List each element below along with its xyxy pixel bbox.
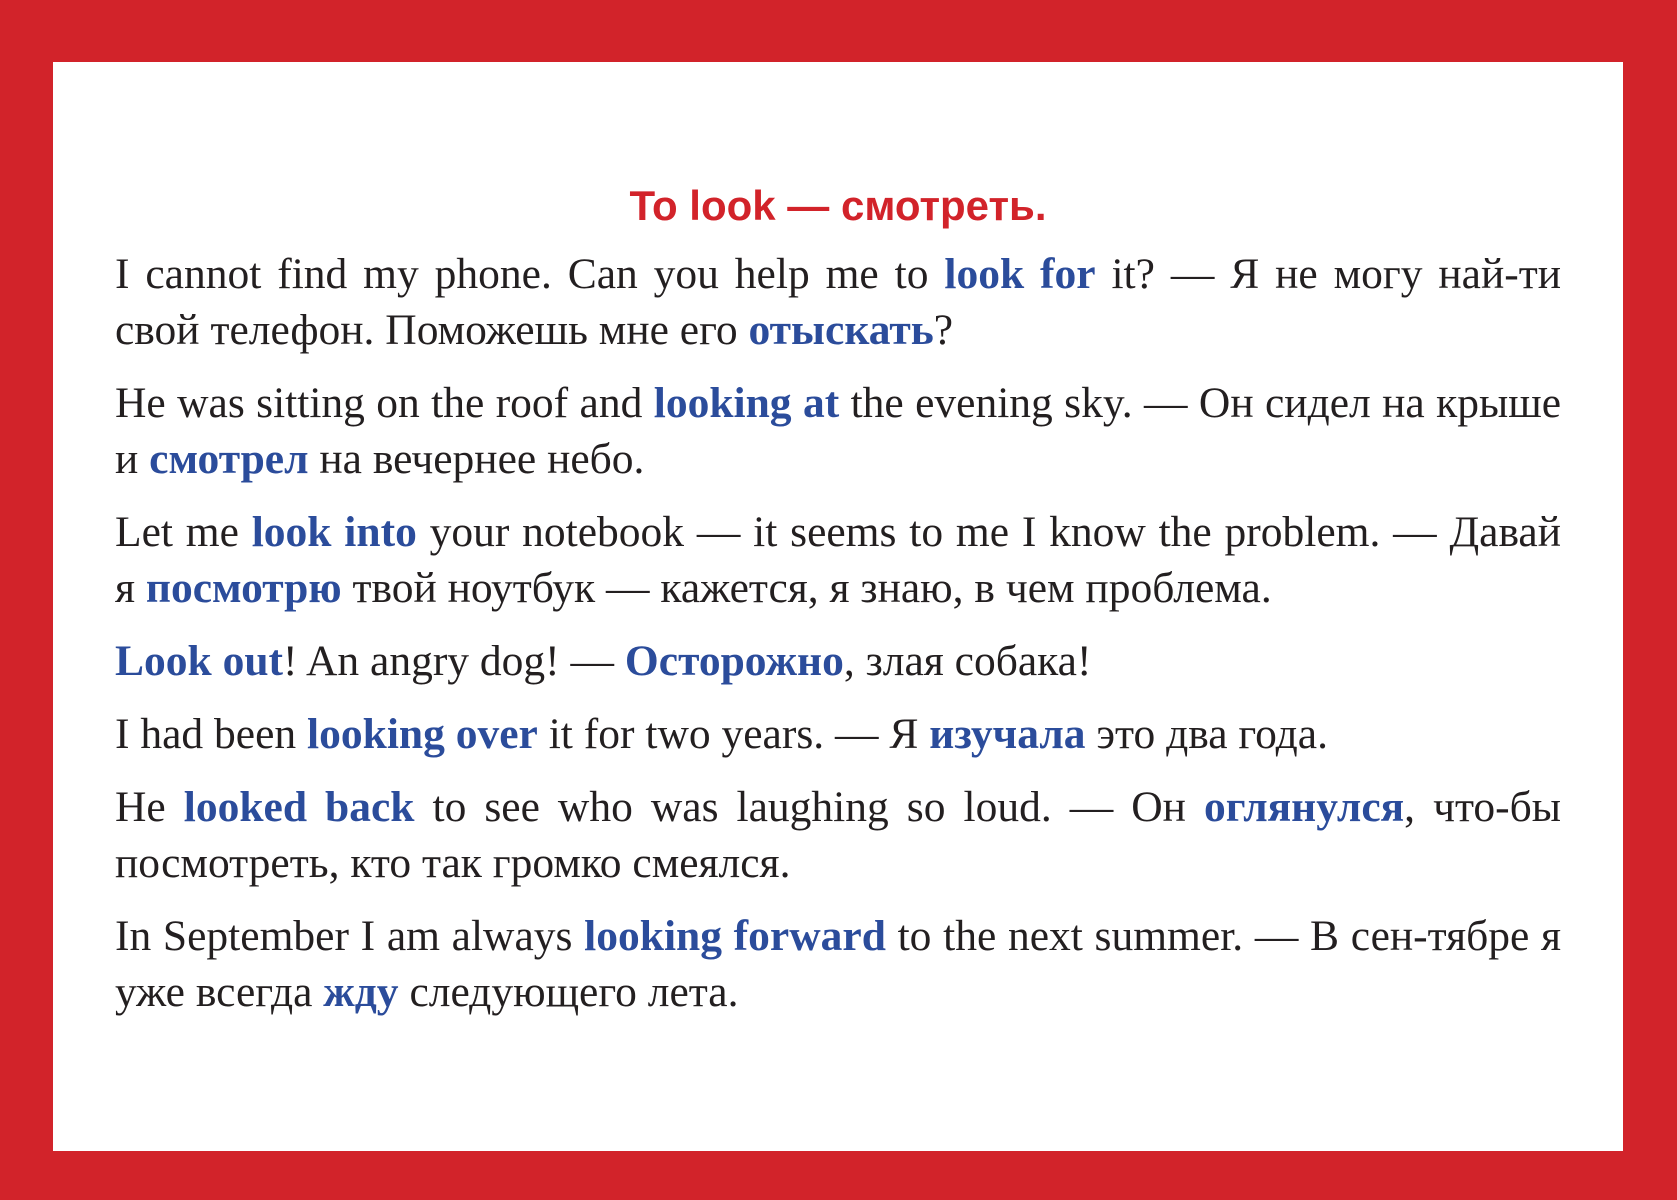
phrasal-verb-highlight: looking forward <box>584 912 886 960</box>
example-text: I had been <box>115 710 308 758</box>
translation-highlight: посмотрю <box>145 564 342 612</box>
phrasal-verb-highlight: look for <box>944 250 1096 298</box>
example-text: your notebook — it seems to me I know the problem. — Давай я <box>115 508 1562 612</box>
translation-highlight: жду <box>323 968 399 1016</box>
example-paragraph <box>115 908 1561 1020</box>
example-text: ! An angry dog! — <box>283 637 625 685</box>
phrasal-verb-highlight: looking at <box>653 379 840 427</box>
example-text: In September I am always <box>115 912 585 960</box>
example-text: I cannot find my phone. Can you help me to <box>115 250 945 298</box>
example-text: to see who was laughing so loud. — Он <box>414 783 1204 831</box>
phrasal-verb-highlight: Look out <box>115 637 284 685</box>
phrasal-verb-highlight: looking over <box>307 710 538 758</box>
phrasal-verb-highlight: look into <box>251 508 417 556</box>
translation-highlight: оглянулся <box>1203 783 1405 831</box>
example-paragraph <box>115 779 1561 891</box>
translation-highlight: отыскать <box>748 306 934 354</box>
example-paragraph <box>115 706 1561 762</box>
example-text: на вечернее небо. <box>308 435 645 483</box>
example-text: it for two years. — Я <box>537 710 930 758</box>
example-text: твой ноутбук — кажется, я знаю, в чем проблема. <box>341 564 1272 612</box>
example-paragraph <box>115 633 1561 689</box>
examples-list <box>115 246 1561 1020</box>
example-text: it? — Я не могу най-ти свой телефон. Поможешь мне его <box>115 250 1561 354</box>
example-text: , злая собака! <box>843 637 1092 685</box>
lesson-card <box>53 62 1623 1151</box>
example-text: это два года. <box>1085 710 1328 758</box>
example-text: He <box>115 783 184 831</box>
phrasal-verb-highlight: looked back <box>183 783 415 831</box>
translation-highlight: Осторожно <box>624 637 844 685</box>
example-text: He was sitting on the roof and <box>115 379 654 427</box>
translation-highlight: смотрел <box>149 435 309 483</box>
example-text: , что-бы посмотреть, кто так громко смеялся. <box>115 783 1561 887</box>
example-paragraph <box>115 375 1561 487</box>
example-text: the evening sky. — Он сидел на крыше и <box>115 379 1561 483</box>
translation-highlight: изучала <box>929 710 1086 758</box>
card-title: To look — смотреть. <box>629 182 1047 229</box>
example-paragraph <box>115 504 1561 616</box>
example-paragraph <box>115 246 1561 358</box>
example-text: следующего лета. <box>398 968 739 1016</box>
example-text: Let me <box>115 508 252 556</box>
example-text: ? <box>933 306 954 354</box>
example-text: to the next summer. — В сен-тябре я уже всегда <box>115 912 1562 1016</box>
